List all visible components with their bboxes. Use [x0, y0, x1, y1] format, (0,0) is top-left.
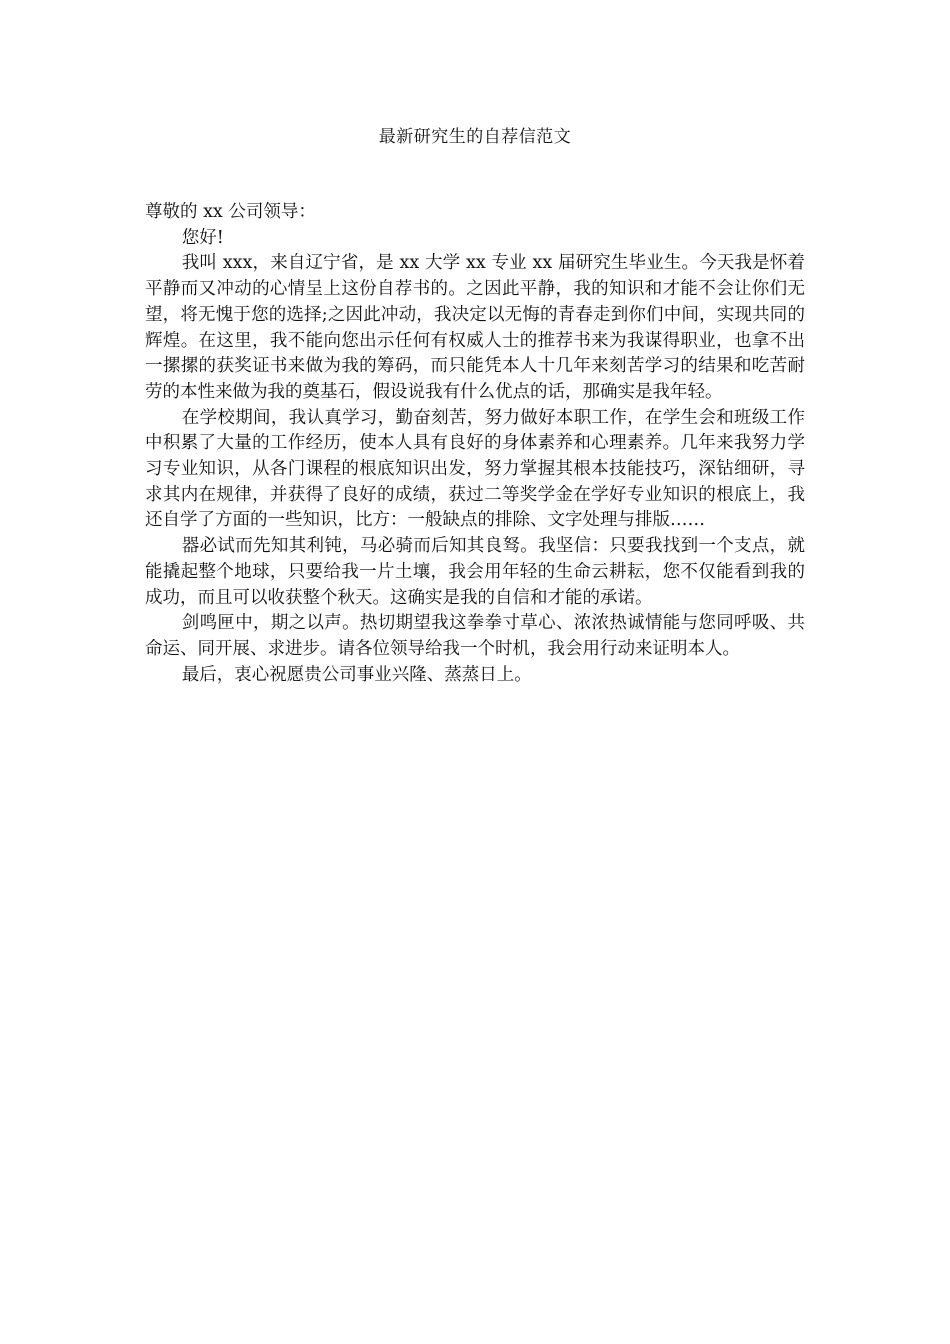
body-paragraph: 剑鸣匣中，期之以声。热切期望我这拳拳寸草心、浓浓热诚情能与您同呼吸、共命运、同开展、求进步。请各位领导给我一个时机，我会用行动来证明本人。 — [145, 613, 805, 659]
letter-body — [145, 200, 805, 688]
body-paragraph: 在学校期间，我认真学习，勤奋刻苦，努力做好本职工作，在学生会和班级工作中积累了大量的工作经历，使本人具有良好的身体素养和心理素养。几年来我努力学习专业知识，从各门课程的根底知识出发，努力掌握其根本技能技巧，深钻细研，寻求其内在规律，并获得了良好的成绩，获过二等奖学金在学好专业知识的根底上，我还自学了方面的一些知识，比方：一般缺点的排除、文字处理与排版…… — [145, 407, 805, 531]
document-title: 最新研究生的自荐信范文 — [378, 127, 572, 147]
body-paragraph: 器必试而先知其利钝，马必骑而后知其良驽。我坚信：只要我找到一个支点，就能撬起整个地球，只要给我一片土壤，我会用年轻的生命云耕耘，您不仅能看到我的成功，而且可以收获整个秋天。这确实是我的自信和才能的承诺。 — [145, 536, 805, 608]
closing-paragraph: 最后，衷心祝愿贵公司事业兴隆、蒸蒸日上。 — [181, 664, 532, 685]
body-paragraph: 我叫 xxx，来自辽宁省，是 xx 大学 xx 专业 xx 届研究生毕业生。今天我是怀着平静而又冲动的心情呈上这份自荐书的。之因此平静，我的知识和才能不会让你们无望，将无愧于您的选择;之因此冲动，我决定以无悔的青春走到你们中间，实现共同的辉煌。在这里，我不能向您出示任何有权威人士的推荐书来为我谋得职业，也拿不出一摞摞的获奖证书来做为我的筹码，而只能凭本人十几年来刻苦学习的结果和吃苦耐劳的本性来做为我的奠基石，假设说我有什么优点的话，那确实是我年轻。 — [145, 253, 805, 402]
greeting: 您好! — [181, 227, 224, 248]
salutation: 尊敬的 xx 公司领导： — [145, 202, 316, 222]
